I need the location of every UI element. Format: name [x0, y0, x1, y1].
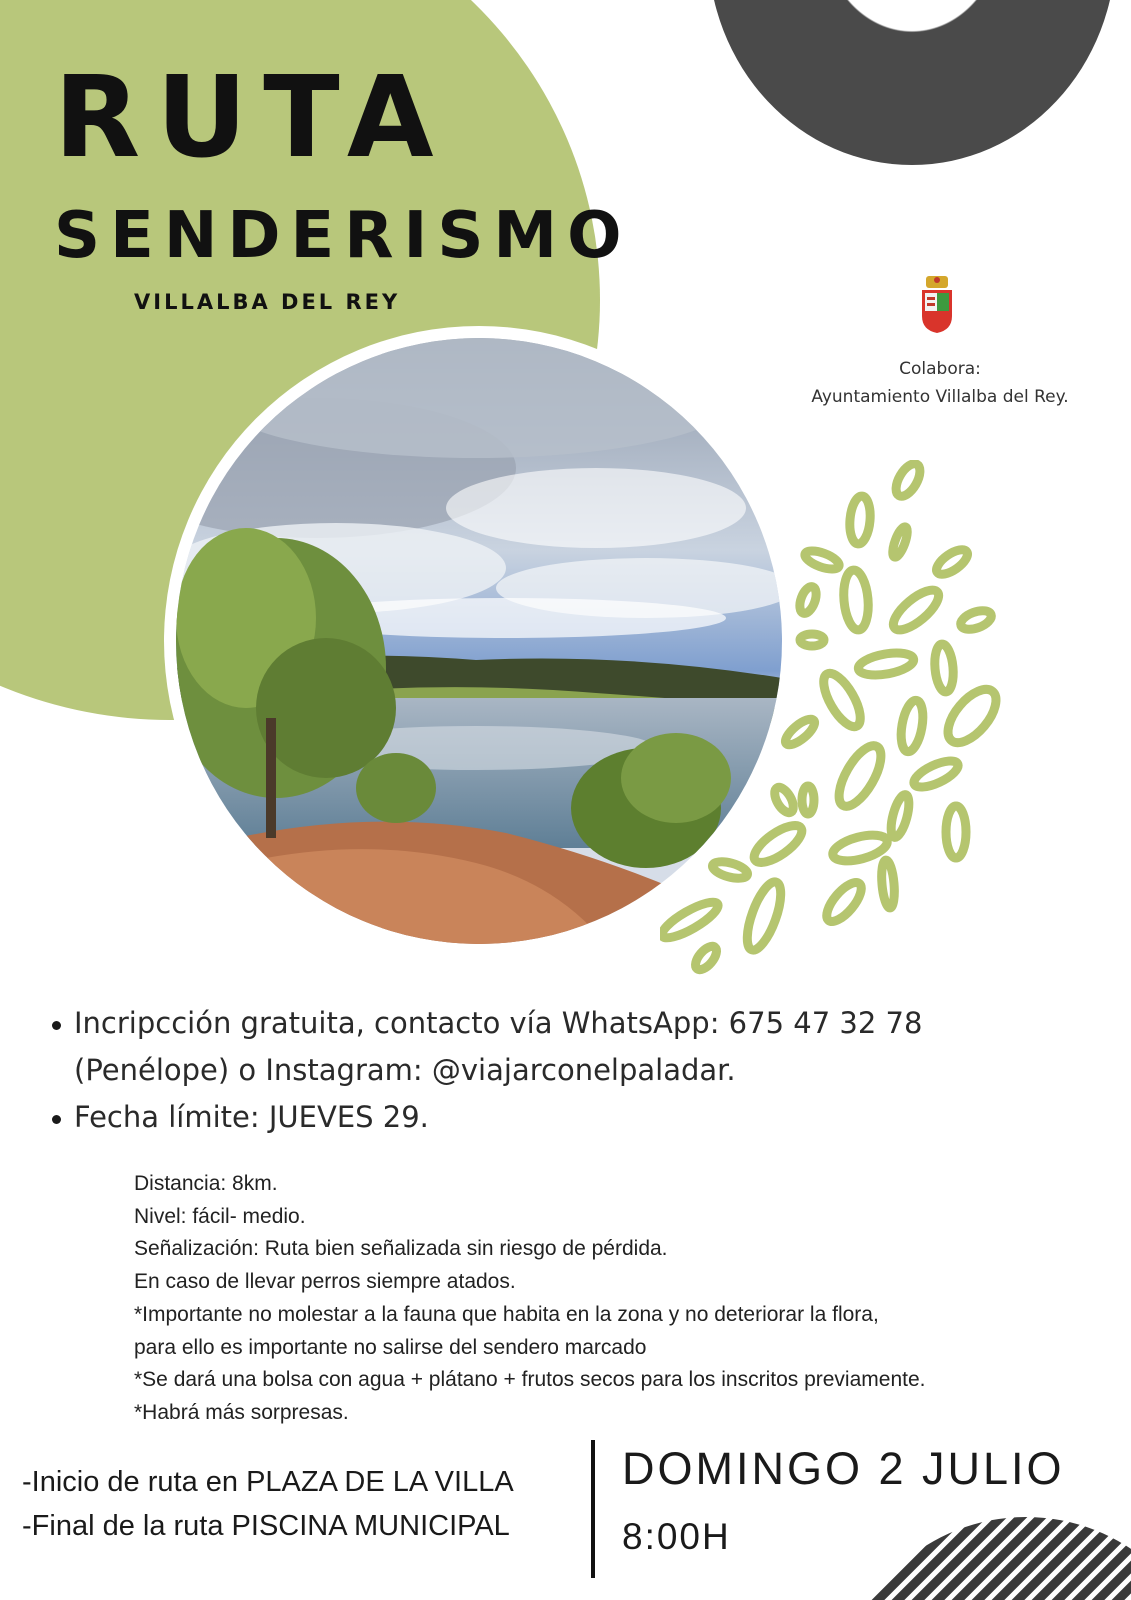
collaborator-label: Colabora:: [899, 359, 981, 379]
route-points: [22, 1460, 582, 1548]
detail-line: En caso de llevar perros siempre atados.: [134, 1270, 516, 1294]
detail-line: para ello es importante no salirse del sendero marcado: [134, 1335, 647, 1359]
detail-line: Señalización: Ruta bien señalizada sin riesgo de pérdida.: [134, 1237, 668, 1261]
detail-line: *Se dará una bolsa con agua + plátano + frutos secos para los inscritos previamente.: [134, 1368, 926, 1392]
list-item: Incripcción gratuita, contacto vía WhatsApp: 675 47 32 78 (Penélope) o Instagram: @viajarconelpaladar.: [50, 1000, 950, 1094]
poster-title: RUTA: [54, 53, 450, 183]
info-list: [50, 1000, 950, 1141]
detail-line: Nivel: fácil- medio.: [134, 1204, 306, 1228]
detail-line: Distancia: 8km.: [134, 1172, 278, 1195]
route-end: -Final de la ruta PISCINA MUNICIPAL: [22, 1510, 510, 1542]
detail-line: *Habrá más sorpresas.: [134, 1400, 349, 1424]
leaves-decoration: [660, 460, 1020, 1000]
collaborator-name: Ayuntamiento Villalba del Rey.: [811, 387, 1069, 407]
striped-circle-decoration: [836, 1512, 1131, 1600]
coat-of-arms-icon: [920, 276, 954, 334]
poster-subtitle: SENDERISMO: [54, 199, 632, 273]
poster-location: VILLALBA DEL REY: [134, 290, 401, 314]
list-item: Fecha límite: JUEVES 29.: [50, 1094, 950, 1141]
route-details: [134, 1168, 1094, 1430]
route-start: -Inicio de ruta en PLAZA DE LA VILLA: [22, 1466, 514, 1498]
footer-divider: [591, 1440, 595, 1578]
event-time: 8:00H: [622, 1516, 731, 1557]
event-date: DOMINGO 2 JULIO: [622, 1443, 1065, 1494]
dark-ring-decoration: [708, 0, 1116, 165]
detail-line: *Importante no molestar a la fauna que habita en la zona y no deteriorar la flora,: [134, 1302, 879, 1326]
collaborator-block: [760, 355, 1120, 411]
